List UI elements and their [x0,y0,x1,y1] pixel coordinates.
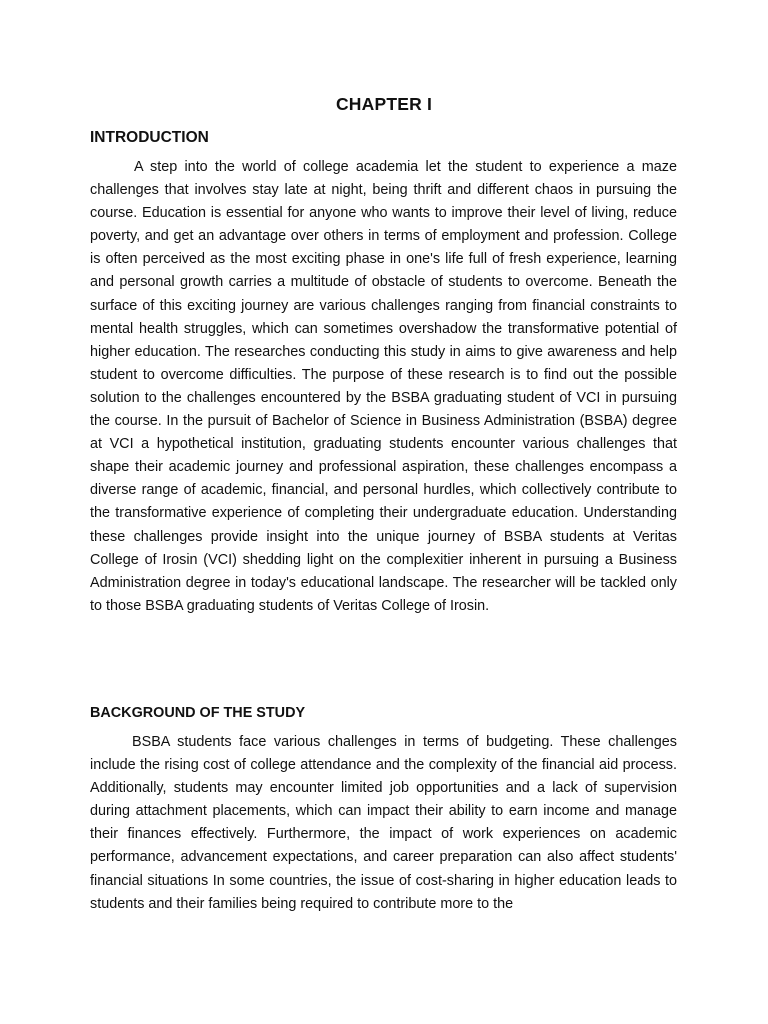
introduction-heading: INTRODUCTION [90,129,209,146]
chapter-title: CHAPTER I [335,94,433,114]
introduction-paragraph: A step into the world of college academia let the student to experience a maze challenges that involves stay late at night, being thrift and different chaos in pursuing the course. Education is essential for anyone who wants to improve their level of living, reduce poverty, and get an advantage over others in terms of employment and profession. College is often perceived as the most exciting phase in one's life full of fresh experience, learning and personal growth carries a multitude of obstacle of students to overcome. Beneath the surface of this exciting journey are various challenges ranging from financial constraints to mental health struggles, which can sometimes overshadow the transformative potential of higher education. The researches conducting this study in aims to give awareness and help student to overcome difficulties. The purpose of these research is to find out the possible solution to the challenges encountered by the BSBA graduating student of VCI in pursuing the course. In the pursuit of Bachelor of Science in Business Administration (BSBA) degree at VCI a hypothetical institution, graduating students encounter various challenges that shape their academic journey and professional aspiration, these challenges encompass a diverse range of academic, financial, and personal hurdles, which collectively contribute to the transformative experience of completing their undergraduate education. Understanding these challenges provide insight into the unique journey of BSBA students at Veritas College of Irosin (VCI) shedding light on the complexitier inherent in pursuing a Business Administration degree in today's educational landscape. The researcher will be tackled only to those BSBA graduating students of Veritas College of Irosin. [90,159,677,614]
background-paragraph: BSBA students face various challenges in terms of budgeting. These challenges include the rising cost of college attendance and the complexity of the financial aid process. Additionally, students may encounter limited job opportunities and a lack of supervision during attachment placements, which can impact their ability to earn income and manage their finances effectively. Furthermore, the impact of work experiences on academic performance, advancement expectations, and career preparation can also affect students' financial situations In some countries, the issue of cost-sharing in higher education leads to students and their families being required to contribute more to the [90,734,677,912]
background-heading: BACKGROUND OF THE STUDY [90,705,306,721]
